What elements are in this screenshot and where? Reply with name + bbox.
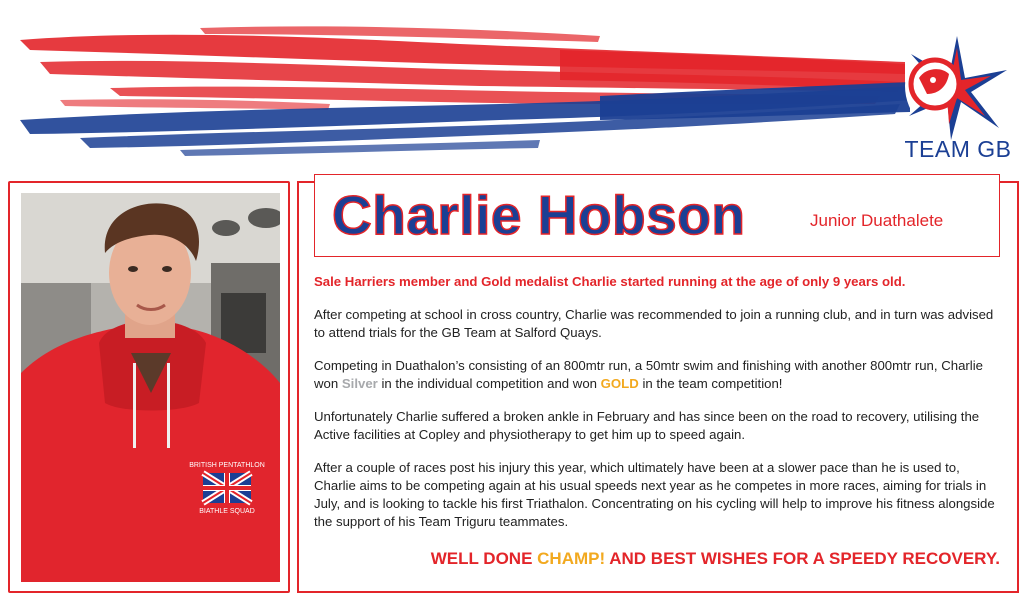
brush-stroke-banner: [0, 0, 1024, 170]
hoodie-text-line1: BRITISH PENTATHLON: [189, 462, 265, 469]
p2-text-before: Competing in Duathalon’s consisting of an 800mtr run, a 50mtr swim and finishing with another 800mtr run, Charlie won: [314, 358, 983, 391]
hoodie-text-line2: BIATHLE SQUAD: [199, 508, 255, 515]
closing-part-2: AND BEST WISHES FOR A SPEEDY RECOVERY.: [605, 549, 1000, 568]
athlete-name-heading: Charlie Hobson: [332, 184, 746, 246]
article-body: [314, 273, 998, 546]
article-paragraph-1: After competing at school in cross country, Charlie was recommended to join a running club, and in turn was advised to attend trials for the GB Team at Salford Quays.: [314, 307, 994, 340]
article-paragraph-2: [314, 357, 998, 393]
silver-medal-text: Silver: [341, 376, 378, 391]
athlete-role: Junior Duathalete: [810, 211, 944, 230]
team-gb-logo-text: TEAM GB: [904, 136, 1012, 162]
article-lead: Sale Harriers member and Gold medalist Charlie started running at the age of only 9 years old.: [314, 274, 906, 289]
closing-part-1: WELL DONE: [430, 549, 538, 568]
article-paragraph-3: Unfortunately Charlie suffered a broken ankle in February and has since been on the road to recovery, utilising the Active facilities at Copley and physiotherapy to get him up to speed again.: [314, 409, 980, 442]
p2-text-after: in the team competition!: [638, 376, 783, 391]
athlete-photo: [21, 193, 280, 582]
article-paragraph-4: After a couple of races post his injury this year, which ultimately have been at a slower pace than he is used to, Charlie aims to be competing again at his usual speeds next year as he competes in more races, aiming for trials in July, and is looking to tackle his first Triathalon. Concentrating on his cycling will help to improve his fitness alongside the support of his Team Triguru teammates.: [314, 460, 995, 529]
closing-message: [314, 549, 1000, 569]
closing-champ: CHAMP!: [537, 549, 606, 568]
gold-medal-text: GOLD: [600, 376, 639, 391]
p2-text-middle: in the individual competition and won: [377, 376, 601, 391]
